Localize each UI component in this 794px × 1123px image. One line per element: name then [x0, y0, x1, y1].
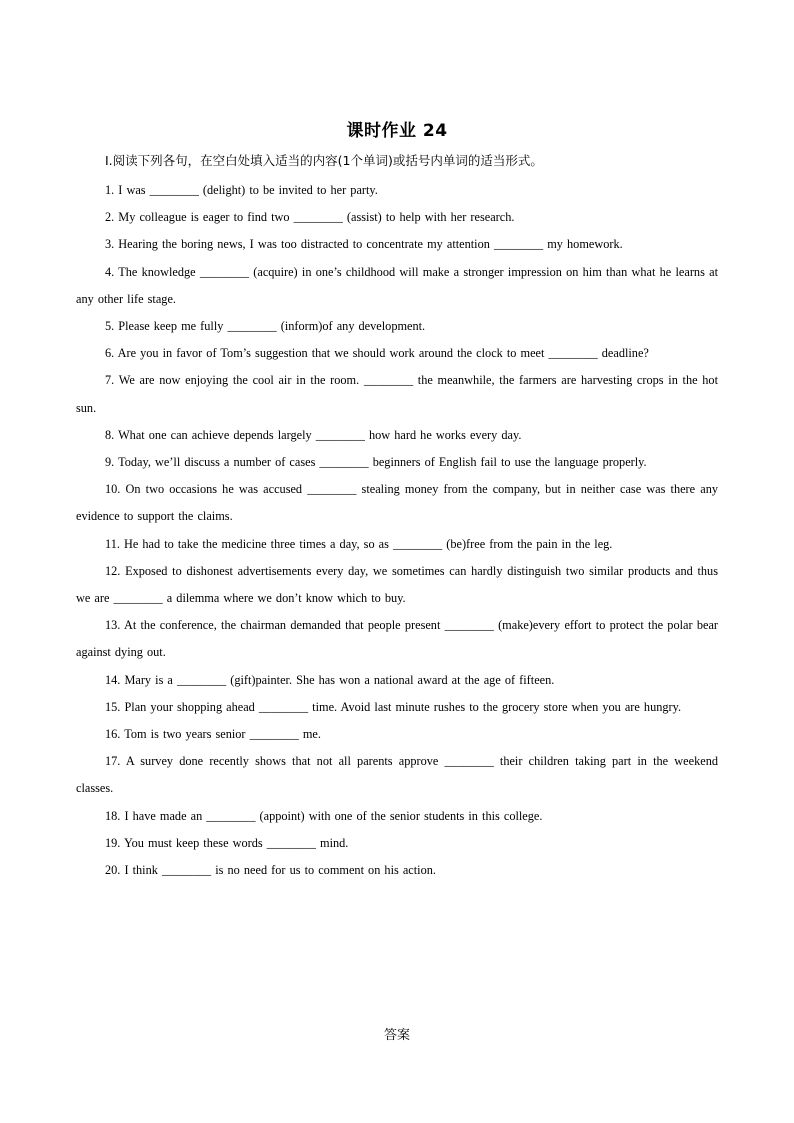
question-item: 6. Are you in favor of Tom’s suggestion that we should work around the clock to meet ________ deadline? [105, 346, 649, 361]
question-item: 3. Hearing the boring news, I was too distracted to concentrate my attention ________ my homework. [105, 237, 623, 252]
question-list [76, 177, 718, 884]
question-item: 15. Plan your shopping ahead ________ time. Avoid last minute rushes to the grocery store when you are hungry. [105, 699, 682, 714]
section-instruction: Ⅰ.阅读下列各句，在空白处填入适当的内容(1个单词)或括号内单词的适当形式。 [105, 153, 543, 168]
question-item: 20. I think ________ is no need for us to comment on his action. [105, 863, 436, 878]
question-item: 5. Please keep me fully ________ (inform)of any development. [105, 319, 426, 334]
question-item: 14. Mary is a ________ (gift)painter. She has won a national award at the age of fifteen. [105, 672, 555, 687]
question-item: 11. He had to take the medicine three times a day, so as ________ (be)free from the pain in the leg. [105, 536, 613, 551]
question-item: 8. What one can achieve depends largely ________ how hard he works every day. [105, 427, 522, 442]
question-item: 18. I have made an ________ (appoint) with one of the senior students in this college. [105, 808, 543, 823]
question-item: 1. I was ________ (delight) to be invited to her party. [105, 183, 378, 197]
question-item: 10. On two occasions he was accused ________ stealing money from the company, but in neither case was there any evidence to support the claims. [76, 482, 718, 524]
page-title: 课时作业 24 [346, 121, 448, 141]
question-item: 16. Tom is two years senior ________ me. [105, 727, 321, 742]
question-item: 17. A survey done recently shows that not all parents approve ________ their children taking part in the weekend classes. [76, 754, 718, 796]
question-item: 4. The knowledge ________ (acquire) in one’s childhood will make a stronger impression on him than what he learns at any other life stage. [76, 264, 718, 306]
question-item: 7. We are now enjoying the cool air in the room. ________ the meanwhile, the farmers are harvesting crops in the hot sun. [76, 373, 718, 415]
question-item: 19. You must keep these words ________ mind. [105, 835, 349, 850]
question-item: 9. Today, we’ll discuss a number of cases ________ beginners of English fail to use the language properly. [105, 455, 647, 470]
question-item: 13. At the conference, the chairman demanded that people present ________ (make)every effort to protect the polar bear against dying out. [76, 618, 718, 660]
question-item: 12. Exposed to dishonest advertisements every day, we sometimes can hardly distinguish two similar products and thus we are ________ a dilemma where we don’t know which to buy. [76, 563, 718, 606]
answer-heading: 答案 [383, 1028, 410, 1043]
question-item: 2. My colleague is eager to find two ________ (assist) to help with her research. [105, 210, 515, 225]
